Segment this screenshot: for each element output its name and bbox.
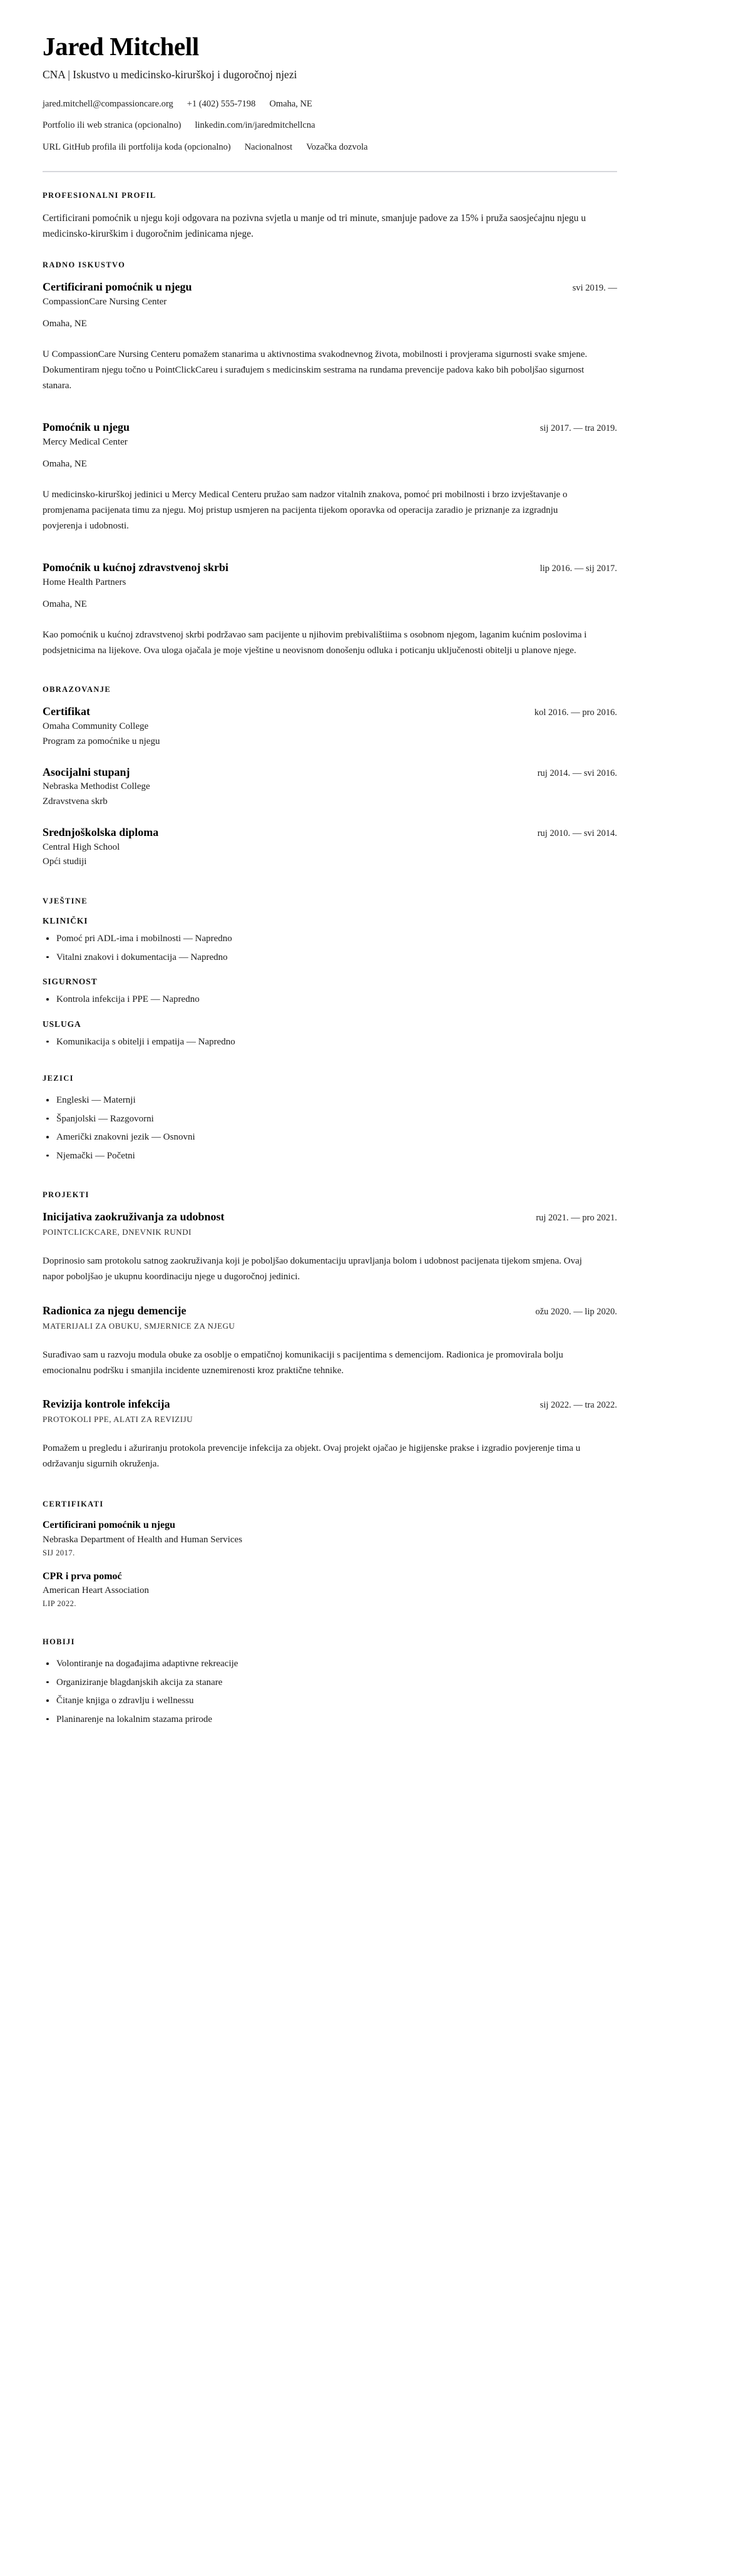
education-degree: Certifikat [43, 705, 90, 718]
section-title-profile: PROFESIONALNI PROFIL [43, 190, 156, 200]
language-item: Američki znakovni jezik — Osnovni [43, 1130, 617, 1145]
certificate-entry [43, 1519, 617, 1558]
skill-group-clinical [43, 916, 617, 964]
project-meta: POINTCLICKCARE, DNEVNIK RUNDI [43, 1227, 192, 1237]
experience-entry-head [43, 280, 617, 294]
project-date: ožu 2020. — lip 2020. [535, 1306, 617, 1317]
education-entry [43, 704, 617, 748]
section-title-hobbies: HOBIJI [43, 1637, 75, 1647]
experience-entry [43, 280, 617, 394]
project-name: Revizija kontrole infekcija [43, 1398, 170, 1411]
candidate-headline: CNA | Iskustvo u medicinsko-kirurškoj i dugoročnoj njezi [43, 68, 297, 81]
hobby-item: Planinarenje na lokalnim stazama prirode [43, 1713, 617, 1727]
experience-company: Mercy Medical Center [43, 436, 128, 447]
section-title-skills: VJEŠTINE [43, 897, 88, 906]
hobby-item: Organiziranje blagdanjskih akcija za stanare [43, 1676, 617, 1690]
skill-item: Pomoć pri ADL-ima i mobilnosti — Napredno [43, 932, 617, 946]
project-entry-head [43, 1397, 617, 1411]
contact-nationality: Nacionalnost [244, 142, 293, 153]
project-entry-head [43, 1304, 617, 1318]
education-entry-head [43, 704, 617, 719]
education-entry-head [43, 765, 617, 780]
skill-item: Komunikacija s obitelji i empatija — Napredno [43, 1035, 617, 1049]
section-education [43, 685, 617, 869]
education-degree: Asocijalni stupanj [43, 765, 130, 778]
education-date: kol 2016. — pro 2016. [534, 708, 617, 718]
experience-location: Omaha, NE [43, 318, 87, 329]
header-divider [43, 171, 617, 172]
contact-phone[interactable]: +1 (402) 555-7198 [186, 98, 256, 109]
experience-role: Certificirani pomoćnik u njegu [43, 281, 192, 293]
experience-entry-head [43, 420, 617, 435]
candidate-name: Jared Mitchell [43, 32, 199, 61]
skill-group-service [43, 1019, 617, 1049]
contact-row-extra [43, 141, 617, 155]
resume-header [43, 33, 617, 172]
section-certificates [43, 1500, 617, 1609]
education-date: ruj 2014. — svi 2016. [537, 768, 617, 778]
project-date: sij 2022. — tra 2022. [539, 1400, 617, 1411]
hobby-list [43, 1657, 617, 1726]
skill-group-safety [43, 977, 617, 1007]
project-name: Radionica za njegu demencije [43, 1304, 186, 1317]
experience-role: Pomoćnik u kućnoj zdravstvenoj skrbi [43, 561, 229, 574]
spacer [43, 408, 617, 420]
experience-company: Home Health Partners [43, 577, 126, 587]
project-meta: PROTOKOLI PPE, ALATI ZA REVIZIJU [43, 1414, 193, 1425]
section-profile [43, 191, 617, 242]
experience-location: Omaha, NE [43, 599, 87, 609]
education-entry-head [43, 825, 617, 840]
project-description: Pomažem u pregledu i ažuriranju protokola prevencije infekcija za objekt. Ovaj projekt ojačao je higijenske prakse i izgradio povjerenje tima u održavanju sigurnih okruženja. [43, 1443, 581, 1470]
skill-list [43, 1035, 617, 1049]
experience-description: U CompassionCare Nursing Centeru pomažem stanarima u aktivnostima svakodnevnog života, mobilnosti i provjerama sigurnosti svake smjene. Dokumentiram njegu točno u PointClickCareu i surađujem s medicinskim sestrama na rundama prevencije padova kako bih poboljšao sigurnost stanara. [43, 349, 588, 391]
project-name: Inicijativa zaokruživanja za udobnost [43, 1210, 225, 1224]
education-date: ruj 2010. — svi 2014. [537, 828, 617, 838]
project-entry [43, 1210, 617, 1285]
section-skills [43, 897, 617, 1049]
experience-description: U medicinsko-kirurškoj jedinici u Mercy Medical Centeru pružao sam nadzor vitalnih znakova, pomoć pri mobilnosti i brzo izvještavanje o promjenama pacijenata timu za njegu. Moj pristup usmjeren na pacijenta tijekom oporavka od operacija zaradio je priznanje za izgradnju povjerenja i udobnosti. [43, 490, 568, 532]
section-title-certificates: CERTIFIKATI [43, 1500, 104, 1509]
profile-summary-text: Certificirani pomoćnik u njegu koji odgovara na pozivna svjetla u manje od tri minute, smanjuje padove za 15% i pruža saosjećajnu njegu u medicinsko-kirurškim i dugoročnim jedinicama njege. [43, 212, 586, 239]
skill-list [43, 992, 617, 1007]
skill-group-name: USLUGA [43, 1019, 81, 1029]
certificate-name: CPR i prva pomoć [43, 1570, 122, 1582]
certificate-entry [43, 1570, 617, 1609]
contact-location: Omaha, NE [269, 98, 312, 109]
project-entry-head [43, 1210, 617, 1224]
section-title-education: OBRAZOVANJE [43, 685, 111, 694]
contact-linkedin[interactable]: linkedin.com/in/jaredmitchellcna [195, 120, 315, 131]
experience-description: Kao pomoćnik u kućnoj zdravstvenoj skrbi podržavao sam pacijente u njihovim prebivalištiima s osobnom njegom, laganim kućnim poslovima i podsjetnicima na lijekove. Ova uloga ojačala je moje vještine u neovisnom donošenju odluka i poticanju uključenosti obitelji u planove njege. [43, 630, 587, 656]
project-entry [43, 1304, 617, 1379]
section-projects [43, 1190, 617, 1472]
skill-item: Vitalni znakovi i dokumentacija — Napredno [43, 951, 617, 965]
hobby-item: Volontiranje na događajima adaptivne rekreacije [43, 1657, 617, 1671]
skill-item: Kontrola infekcija i PPE — Napredno [43, 992, 617, 1007]
certificate-date: LIP 2022. [43, 1599, 77, 1609]
education-entry [43, 825, 617, 869]
spacer [43, 548, 617, 560]
experience-date: sij 2017. — tra 2019. [539, 423, 617, 434]
education-degree: Srednjoškolska diploma [43, 825, 159, 838]
experience-role: Pomoćnik u njegu [43, 421, 130, 434]
hobby-item: Čitanje knjiga o zdravlju i wellnessu [43, 1694, 617, 1708]
project-entry [43, 1397, 617, 1472]
project-meta: MATERIJALI ZA OBUKU, SMJERNICE ZA NJEGU [43, 1321, 235, 1331]
education-field: Opći studiji [43, 857, 87, 867]
section-title-languages: JEZICI [43, 1074, 74, 1083]
experience-entry [43, 420, 617, 534]
contact-row-web [43, 119, 617, 133]
certificate-date: SIJ 2017. [43, 1548, 75, 1557]
skill-group-name: SIGURNOST [43, 977, 98, 987]
project-date: ruj 2021. — pro 2021. [536, 1213, 617, 1224]
contact-github-placeholder[interactable]: URL GitHub profila ili portfolija koda (opcionalno) [43, 142, 231, 153]
section-experience [43, 260, 617, 659]
section-hobbies [43, 1637, 617, 1726]
certificate-issuer: Nebraska Department of Health and Human Services [43, 1534, 243, 1545]
section-title-projects: PROJEKTI [43, 1190, 89, 1200]
language-list [43, 1093, 617, 1163]
education-field: Zdravstvena skrb [43, 796, 108, 807]
project-description: Doprinosio sam protokolu satnog zaokruživanja koji je poboljšao dokumentaciju upravljanja bolom i udobnost pacijenata tijekom smjena. Ovaj napor poboljšao je ukupnu koordinaciju njege u dugoročnoj jedinici. [43, 1256, 582, 1282]
education-school: Omaha Community College [43, 721, 149, 731]
section-languages [43, 1074, 617, 1163]
skill-group-name: KLINIČKI [43, 916, 88, 926]
language-item: Engleski — Maternji [43, 1093, 617, 1108]
experience-date: lip 2016. — sij 2017. [539, 564, 617, 574]
education-entry [43, 765, 617, 809]
experience-entry-head [43, 560, 617, 575]
contact-row-primary [43, 98, 617, 111]
education-field: Program za pomoćnike u njegu [43, 736, 160, 746]
experience-company: CompassionCare Nursing Center [43, 296, 167, 307]
experience-entry [43, 560, 617, 659]
certificate-issuer: American Heart Association [43, 1585, 149, 1596]
skill-list [43, 932, 617, 964]
project-description: Surađivao sam u razvoju modula obuke za osoblje o empatičnoj komunikaciji s pacijentima s demencijom. Radionica je promovirala bolju emocionalnu podršku i smanjila incidente uznemirenosti kroz praktične tehnike. [43, 1349, 563, 1376]
language-item: Španjolski — Razgovorni [43, 1112, 617, 1126]
language-item: Njemački — Početni [43, 1149, 617, 1163]
contact-portfolio-placeholder[interactable]: Portfolio ili web stranica (opcionalno) [43, 120, 181, 131]
section-title-experience: RADNO ISKUSTVO [43, 260, 126, 269]
contact-email[interactable]: jared.mitchell@compassioncare.org [43, 98, 173, 109]
education-school: Nebraska Methodist College [43, 781, 150, 792]
education-school: Central High School [43, 842, 120, 852]
experience-date: svi 2019. — [572, 283, 617, 293]
certificate-name: Certificirani pomoćnik u njegu [43, 1520, 175, 1531]
experience-location: Omaha, NE [43, 458, 87, 469]
contact-driving-license: Vozačka dozvola [306, 142, 368, 153]
